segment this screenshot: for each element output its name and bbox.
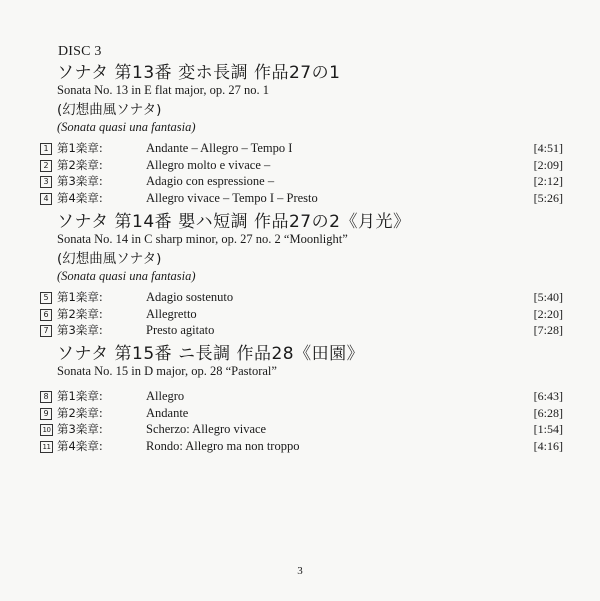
- track-duration: [5:26]: [533, 190, 563, 205]
- track-duration: [4:51]: [533, 141, 563, 155]
- sonata-jp-title: ソナタ 第15番 ニ長調 作品28《田園》: [57, 344, 365, 364]
- track-row: [40, 157, 580, 174]
- track-number: 4: [40, 193, 52, 205]
- track-row: [40, 289, 580, 306]
- track-duration: [7:28]: [533, 323, 563, 337]
- track-duration: [2:12]: [533, 174, 563, 188]
- track-movement: 第4楽章:: [57, 190, 103, 205]
- track-movement: 第3楽章:: [57, 174, 103, 188]
- track-number: 9: [40, 408, 52, 420]
- track-movement: 第3楽章:: [57, 422, 103, 436]
- sonata-en-title: Sonata No. 15 in D major, op. 28 “Pastoral”: [57, 364, 277, 378]
- track-movement: 第2楽章:: [57, 157, 103, 172]
- sonata-jp-title: ソナタ 第13番 変ホ長調 作品27の1: [57, 63, 341, 83]
- disc-label: DISC 3: [58, 44, 102, 59]
- track-row: [40, 306, 580, 323]
- track-tempo: Scherzo: Allegro vivace: [146, 422, 267, 436]
- sonata-jp-subtitle: (幻想曲風ソナタ): [57, 251, 162, 267]
- track-tempo: Andante – Allegro – Tempo I: [146, 141, 293, 155]
- track-number: 8: [40, 391, 52, 403]
- track-movement: 第1楽章:: [57, 389, 103, 403]
- track-duration: [4:16]: [533, 438, 563, 453]
- track-duration: [2:09]: [533, 157, 563, 172]
- sonata-block-13: [40, 63, 580, 206]
- track-movement: 第3楽章:: [57, 323, 103, 337]
- track-movement: 第1楽章:: [57, 141, 103, 155]
- track-duration: [6:43]: [533, 389, 563, 403]
- track-movement: 第1楽章:: [57, 290, 103, 304]
- sonata-block-15: [40, 344, 580, 454]
- track-tempo: Rondo: Allegro ma non troppo: [146, 438, 300, 453]
- track-row: [40, 190, 580, 207]
- track-tempo: Andante: [146, 405, 189, 420]
- track-number: 2: [40, 160, 52, 172]
- sonata-en-title: Sonata No. 13 in E flat major, op. 27 no. 1: [57, 83, 269, 97]
- track-duration: [5:40]: [533, 290, 563, 304]
- track-tempo: Presto agitato: [146, 323, 215, 337]
- page-number: 3: [297, 565, 303, 577]
- track-number: 11: [40, 441, 53, 453]
- track-tempo: Adagio sostenuto: [146, 290, 234, 304]
- track-number: 5: [40, 292, 52, 304]
- sonata-jp-subtitle: (幻想曲風ソナタ): [57, 102, 162, 118]
- track-tempo: Adagio con espressione –: [146, 174, 275, 188]
- track-list: [40, 388, 580, 454]
- track-duration: [6:28]: [533, 405, 563, 420]
- track-duration: [2:20]: [533, 306, 563, 321]
- track-number: 1: [40, 143, 52, 155]
- track-movement: 第4楽章:: [57, 438, 103, 453]
- track-movement: 第2楽章:: [57, 306, 103, 321]
- track-movement: 第2楽章:: [57, 405, 103, 420]
- track-row: [40, 388, 580, 405]
- track-row: [40, 438, 580, 455]
- track-row: [40, 322, 580, 339]
- sonata-en-title: Sonata No. 14 in C sharp minor, op. 27 no. 2 “Moonlight”: [57, 232, 348, 246]
- track-list: [40, 289, 580, 339]
- track-tempo: Allegretto: [146, 306, 197, 321]
- track-tempo: Allegro vivace – Tempo I – Presto: [146, 190, 318, 205]
- track-tempo: Allegro molto e vivace –: [146, 157, 271, 172]
- track-duration: [1:54]: [533, 422, 563, 436]
- track-number: 7: [40, 325, 52, 337]
- track-list: [40, 140, 580, 206]
- sonata-it-subtitle: (Sonata quasi una fantasia): [57, 120, 196, 134]
- track-number: 6: [40, 309, 52, 321]
- sonata-jp-title: ソナタ 第14番 嬰ハ短調 作品27の2《月光》: [57, 212, 411, 232]
- sonata-it-subtitle: (Sonata quasi una fantasia): [57, 269, 196, 283]
- track-tempo: Allegro: [146, 389, 185, 403]
- track-row: [40, 173, 580, 190]
- track-row: [40, 405, 580, 422]
- track-number: 3: [40, 176, 52, 188]
- track-row: [40, 140, 580, 157]
- sonata-block-14: [40, 212, 580, 339]
- track-number: 10: [40, 424, 53, 436]
- track-row: [40, 421, 580, 438]
